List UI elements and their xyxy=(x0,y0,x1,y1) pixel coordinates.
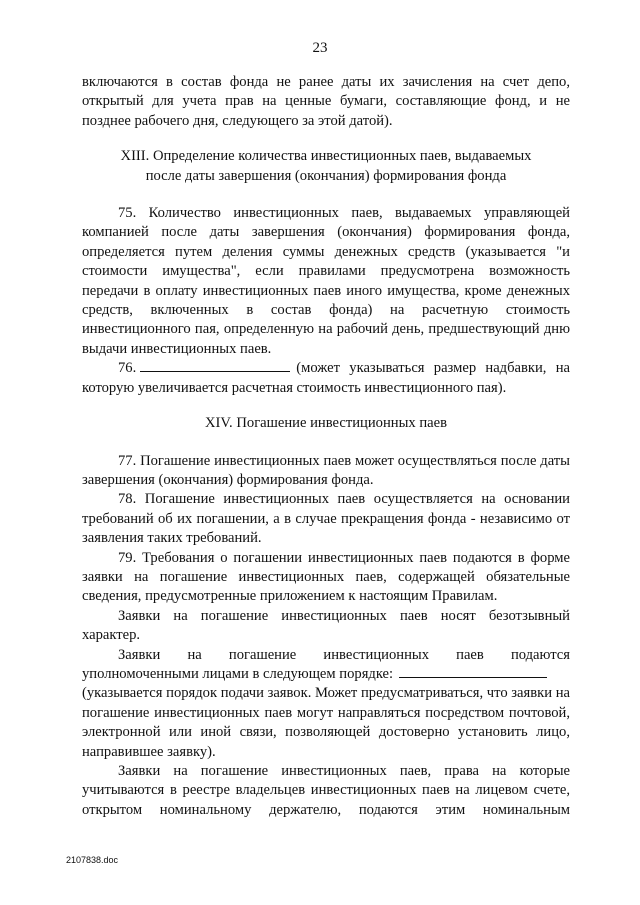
intro-line-3: позднее рабочего дня, следующего за этой датой). xyxy=(82,112,393,129)
section-13-title-line-1: XIII. Определение количества инвестиционных паев, выдаваемых xyxy=(120,148,532,165)
paragraph-irrevocable: Заявки на погашение инвестиционных паев носят безотзывный характер. xyxy=(82,607,570,644)
paragraph-submission-line-1: Заявки на погашение инвестиционных паев подаются xyxy=(118,646,570,663)
paragraph-submission-rest: (указывается порядок подачи заявок. Может предусматриваться, что заявки на погашение инвестиционных паев могут направляться посредством почтовой, электронной или иной связи, позволяющей достоверно установить лицо, направившее заявку). xyxy=(82,685,570,760)
document-body xyxy=(82,73,570,820)
section-13-title-line-2: после даты завершения (окончания) формирования фонда xyxy=(145,167,507,184)
paragraph-76-number: 76. xyxy=(118,360,137,377)
intro-line-2: открытый для учета прав на ценные бумаги, составляющие фонд, и не xyxy=(82,93,570,110)
paragraph-submission-line-2 xyxy=(82,665,570,684)
paragraph-77: 77. Погашение инвестиционных паев может осуществляться после даты завершения (окончания) формирования фонда. xyxy=(82,452,570,488)
paragraph-78: 78. Погашение инвестиционных паев осуществляется на основании требований об их погашении, а в случае прекращения фонда - независимо от заявления таких требований. xyxy=(82,491,570,547)
footer-filename: 2107838.doc xyxy=(66,855,119,865)
section-14-title: XIV. Погашение инвестиционных паев xyxy=(205,415,447,432)
paragraph-nominee: Заявки на погашение инвестиционных паев, права на которые учитываются в реестре владельцев инвестиционных паев на лицевом счете, открытом номинальному держателю, подаются этим номинальным xyxy=(82,763,570,818)
paragraph-76-text: (может указываться размер надбавки, на которую увеличивается расчетная стоимость инвестиционного пая). xyxy=(82,360,570,396)
paragraph-76-blank xyxy=(140,359,290,372)
paragraph-75: 75. Количество инвестиционных паев, выдаваемых управляющей компанией после даты завершения (окончания) формирования фонда, определяется путем деления суммы денежных средств (указывается "и стоимости имущества", если правилами предусмотрена возможность передачи в оплату инвестиционных паев иного имущества, кроме денежных средств, включенных в состав фонда) на расчетную стоимость инвестиционного пая, определенную на рабочий день, предшествующий дню выдачи инвестиционных паев. xyxy=(82,205,570,357)
paragraph-79: 79. Требования о погашении инвестиционных паев подаются в форме заявки на погашение инвестиционных паев, содержащей обязательные сведения, предусмотренные приложением к настоящим Правилам. xyxy=(82,549,570,605)
intro-line-1: включаются в состав фонда не ранее даты их зачисления на счет депо, xyxy=(82,74,570,90)
paragraph-76 xyxy=(82,359,570,398)
page-number: 23 xyxy=(312,40,328,56)
paragraph-submission-line-2-text: уполномоченными лицами в следующем порядке: xyxy=(82,665,394,682)
paragraph-submission-blank xyxy=(399,665,547,678)
